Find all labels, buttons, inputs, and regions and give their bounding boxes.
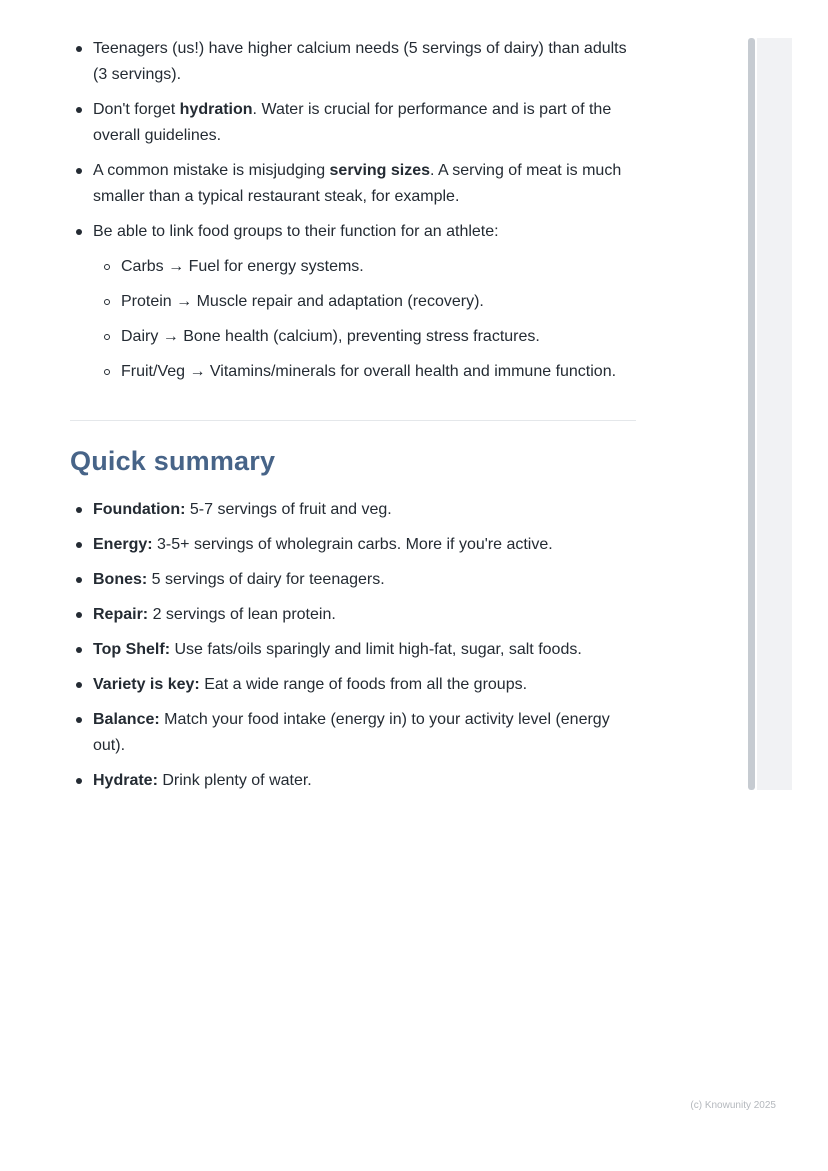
summary-text: 3-5+ servings of wholegrain carbs. More if you're active. (152, 536, 553, 553)
summary-label: Foundation: (93, 501, 186, 518)
list-item (93, 289, 636, 315)
list-item-text (93, 768, 636, 794)
list-item-text (93, 497, 636, 523)
bullet-icon (76, 778, 82, 784)
bullet-icon (76, 229, 82, 235)
list-item (70, 36, 636, 88)
bullet-icon (76, 682, 82, 688)
list-item-text (121, 254, 636, 280)
summary-label: Variety is key: (93, 676, 200, 693)
text-segment-bold: serving sizes (329, 162, 431, 179)
text-segment-bold: hydration (179, 101, 253, 118)
summary-label: Bones: (93, 571, 148, 588)
list-item-text (93, 219, 636, 394)
list-item-text (93, 637, 636, 663)
scrollbar-thumb[interactable] (748, 38, 755, 790)
summary-text: 5 servings of dairy for teenagers. (147, 571, 385, 588)
list-item (70, 219, 636, 394)
list-item-text (93, 567, 636, 593)
circle-bullet-icon (104, 264, 110, 270)
summary-text: Match your food intake (energy in) to your activity level (energy out). (93, 711, 610, 754)
list-item-text (121, 359, 636, 385)
summary-label: Energy: (93, 536, 153, 553)
list-item-text (121, 289, 636, 315)
summary-label: Top Shelf: (93, 641, 171, 658)
list-item (70, 768, 636, 794)
list-item-text (93, 97, 636, 149)
list-item (70, 567, 636, 593)
text-segment: Be able to link food groups to their function for an athlete: (93, 223, 499, 240)
list-item (70, 707, 636, 759)
list-item-text (93, 672, 636, 698)
list-item (70, 672, 636, 698)
text-segment: . A serving of meat is much smaller than a typical restaurant steak, for example. (93, 162, 622, 205)
list-item (70, 97, 636, 149)
summary-label: Balance: (93, 711, 160, 728)
summary-text: 5-7 servings of fruit and veg. (185, 501, 392, 518)
circle-bullet-icon (104, 299, 110, 305)
copyright-footer: (c) Knowunity 2025 (690, 1100, 776, 1111)
bullet-icon (76, 612, 82, 618)
summary-list (70, 497, 636, 794)
list-item (93, 359, 636, 385)
bullet-icon (76, 542, 82, 548)
summary-text: 2 servings of lean protein. (148, 606, 336, 623)
summary-text: Drink plenty of water. (157, 772, 312, 789)
bullet-icon (76, 168, 82, 174)
section-heading-quick-summary: Quick summary (70, 446, 276, 476)
list-item-text (93, 36, 636, 88)
list-item (93, 254, 636, 280)
summary-label: Repair: (93, 606, 149, 623)
section-divider (70, 420, 636, 421)
bullet-icon (76, 717, 82, 723)
text-segment: Dairy → Bone health (calcium), preventing stress fractures. (121, 328, 540, 345)
summary-text: Eat a wide range of foods from all the groups. (199, 676, 528, 693)
document-content (70, 36, 636, 803)
text-segment: Fruit/Veg → Vitamins/minerals for overall health and immune function. (121, 363, 617, 380)
list-item (70, 532, 636, 558)
text-segment: Protein → Muscle repair and adaptation (recovery). (121, 293, 484, 310)
list-item-text (93, 532, 636, 558)
summary-label: Hydrate: (93, 772, 158, 789)
circle-bullet-icon (104, 334, 110, 340)
summary-text: Use fats/oils sparingly and limit high-fat, sugar, salt foods. (170, 641, 582, 658)
text-segment: . Water is crucial for performance and is part of the overall guidelines. (93, 101, 612, 144)
circle-bullet-icon (104, 369, 110, 375)
text-segment: Carbs → Fuel for energy systems. (121, 258, 364, 275)
list-item (70, 497, 636, 523)
nested-list (93, 254, 636, 385)
list-item (70, 637, 636, 663)
list-item (70, 602, 636, 628)
list-item-text (93, 158, 636, 210)
bullet-icon (76, 107, 82, 113)
bullet-icon (76, 46, 82, 52)
list-item-text (93, 707, 636, 759)
text-segment: A common mistake is misjudging (93, 162, 330, 179)
side-panel (757, 38, 792, 790)
list-item-text (121, 324, 636, 350)
list-item (93, 324, 636, 350)
list-item-text (93, 602, 636, 628)
list-item (70, 158, 636, 210)
bullet-icon (76, 507, 82, 513)
notes-list (70, 36, 636, 394)
bullet-icon (76, 647, 82, 653)
text-segment: Don't forget (93, 101, 180, 118)
text-segment: Teenagers (us!) have higher calcium needs (5 servings of dairy) than adults (3 servings). (93, 40, 627, 83)
bullet-icon (76, 577, 82, 583)
